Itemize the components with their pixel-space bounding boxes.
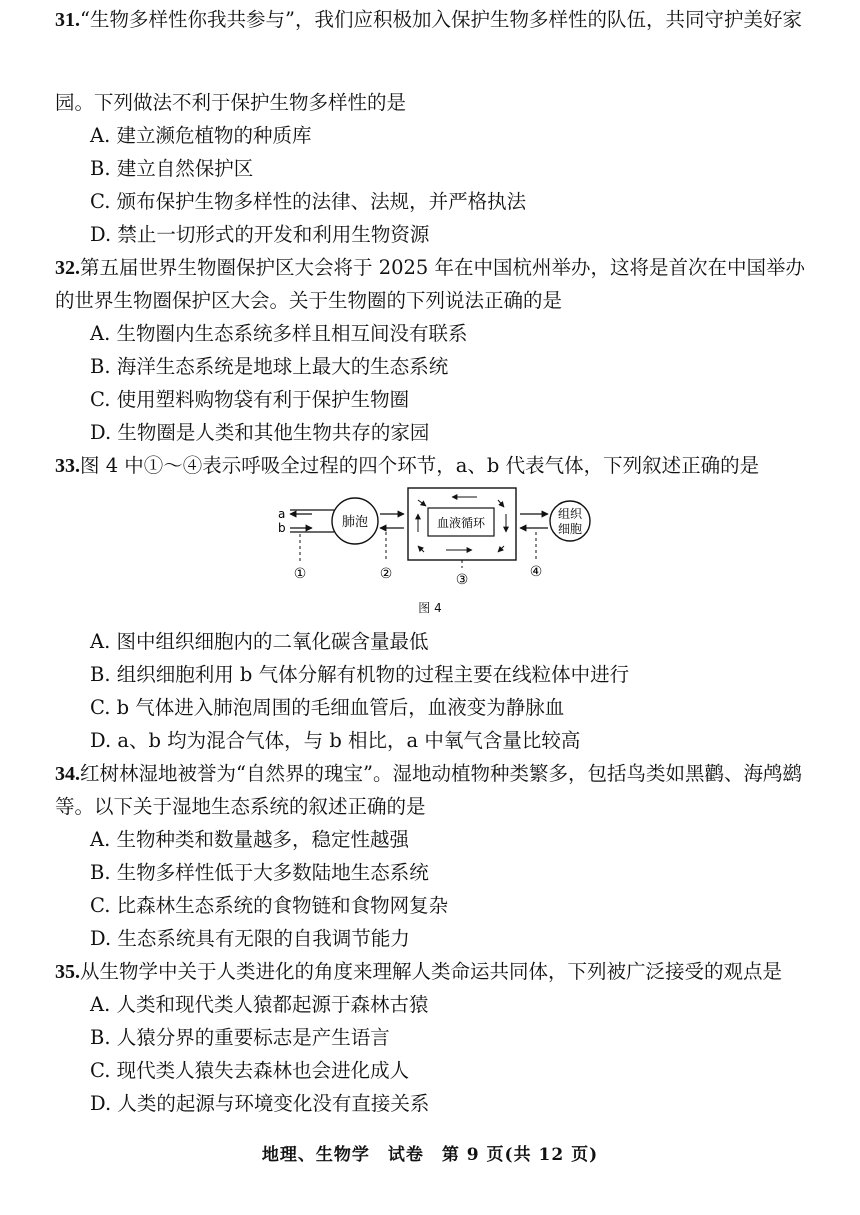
circulation-arrow-corner-bl (418, 546, 424, 552)
question-32-option-a: A. 生物圈内生态系统多样且相互间没有联系 (90, 322, 468, 345)
gas-b-label: b (278, 521, 286, 535)
question-31-option-b: B. 建立自然保护区 (90, 157, 254, 180)
question-34-option-a: A. 生物种类和数量越多，稳定性越强 (90, 828, 409, 851)
question-stem: 从生物学中关于人类进化的角度来理解人类命运共同体，下列被广泛接受的观点是 (80, 960, 783, 983)
question-34-option-c: C. 比森林生态系统的食物链和食物网复杂 (90, 894, 449, 917)
step-2-label: ② (379, 566, 393, 582)
respiration-diagram-svg (272, 480, 592, 590)
question-32-line-1 (55, 254, 805, 282)
question-number: 34. (55, 763, 80, 785)
question-33-option-d: D. a、b 均为混合气体，与 b 相比，a 中氧气含量比较高 (90, 729, 581, 752)
figure-caption: 图 4 (418, 601, 442, 615)
circulation-arrow-corner-tl (418, 500, 426, 506)
blood-circulation-label: 血液循环 (436, 516, 486, 530)
question-31-option-d: D. 禁止一切形式的开发和利用生物资源 (90, 223, 430, 246)
gas-a-label: a (278, 507, 286, 521)
circulation-arrow-corner-br (498, 546, 504, 552)
question-33-line-1 (55, 452, 759, 480)
question-stem: “生物多样性你我共参与”，我们应积极加入保护生物多样性的队伍，共同守护美好家 (80, 8, 802, 31)
question-34-option-b: B. 生物多样性低于大多数陆地生态系统 (90, 861, 429, 884)
respiration-diagram (272, 480, 592, 590)
question-31-line-1 (55, 6, 802, 34)
step-3-label: ③ (455, 572, 469, 588)
question-35-option-b: B. 人猿分界的重要标志是产生语言 (90, 1026, 390, 1049)
question-35-line-1 (55, 958, 782, 986)
question-32-line-2: 的世界生物圈保护区大会。关于生物圈的下列说法正确的是 (55, 289, 563, 312)
question-33-option-a: A. 图中组织细胞内的二氧化碳含量最低 (90, 630, 429, 653)
question-31-option-c: C. 颁布保护生物多样性的法律、法规，并严格执法 (90, 190, 527, 213)
question-number: 32. (55, 257, 80, 279)
question-32-option-c: C. 使用塑料购物袋有利于保护生物圈 (90, 388, 410, 411)
step-4-label: ④ (529, 564, 543, 580)
question-number: 33. (55, 455, 80, 477)
question-33-option-b: B. 组织细胞利用 b 气体分解有机物的过程主要在线粒体中进行 (90, 663, 630, 686)
question-number: 35. (55, 961, 80, 983)
question-35-option-d: D. 人类的起源与环境变化没有直接关系 (90, 1092, 430, 1115)
question-32-option-d: D. 生物圈是人类和其他生物共存的家园 (90, 421, 430, 444)
question-35-option-a: A. 人类和现代类人猿都起源于森林古猿 (90, 993, 429, 1016)
question-stem: 第五届世界生物圈保护区大会将于 2025 年在中国杭州举办，这将是首次在中国举办 (80, 256, 806, 279)
question-34-option-d: D. 生态系统具有无限的自我调节能力 (90, 927, 410, 950)
question-31-line-2: 园。下列做法不利于保护生物多样性的是 (55, 91, 407, 114)
question-34-line-1 (55, 760, 802, 788)
question-33-option-c: C. b 气体进入肺泡周围的毛细血管后，血液变为静脉血 (90, 696, 565, 719)
step-1-label: ① (293, 566, 307, 582)
question-31-option-a: A. 建立濒危植物的种质库 (90, 124, 312, 147)
tissue-cell-label-2: 细胞 (557, 522, 583, 536)
question-34-line-2: 等。以下关于湿地生态系统的叙述正确的是 (55, 795, 426, 818)
question-number: 31. (55, 9, 80, 31)
question-stem: 图 4 中①～④表示呼吸全过程的四个环节，a、b 代表气体，下列叙述正确的是 (80, 454, 760, 477)
circulation-arrow-corner-tr (498, 500, 504, 507)
page-footer: 地理、生物学 试卷 第 9 页(共 12 页) (261, 1145, 599, 1165)
alveoli-label: 肺泡 (341, 515, 369, 530)
question-32-option-b: B. 海洋生态系统是地球上最大的生态系统 (90, 355, 449, 378)
question-stem: 红树林湿地被誉为“自然界的瑰宝”。湿地动植物种类繁多，包括鸟类如黑鹳、海鸬鹚 (80, 762, 802, 785)
tissue-cell-label-1: 组织 (557, 507, 583, 521)
question-35-option-c: C. 现代类人猿失去森林也会进化成人 (90, 1059, 410, 1082)
